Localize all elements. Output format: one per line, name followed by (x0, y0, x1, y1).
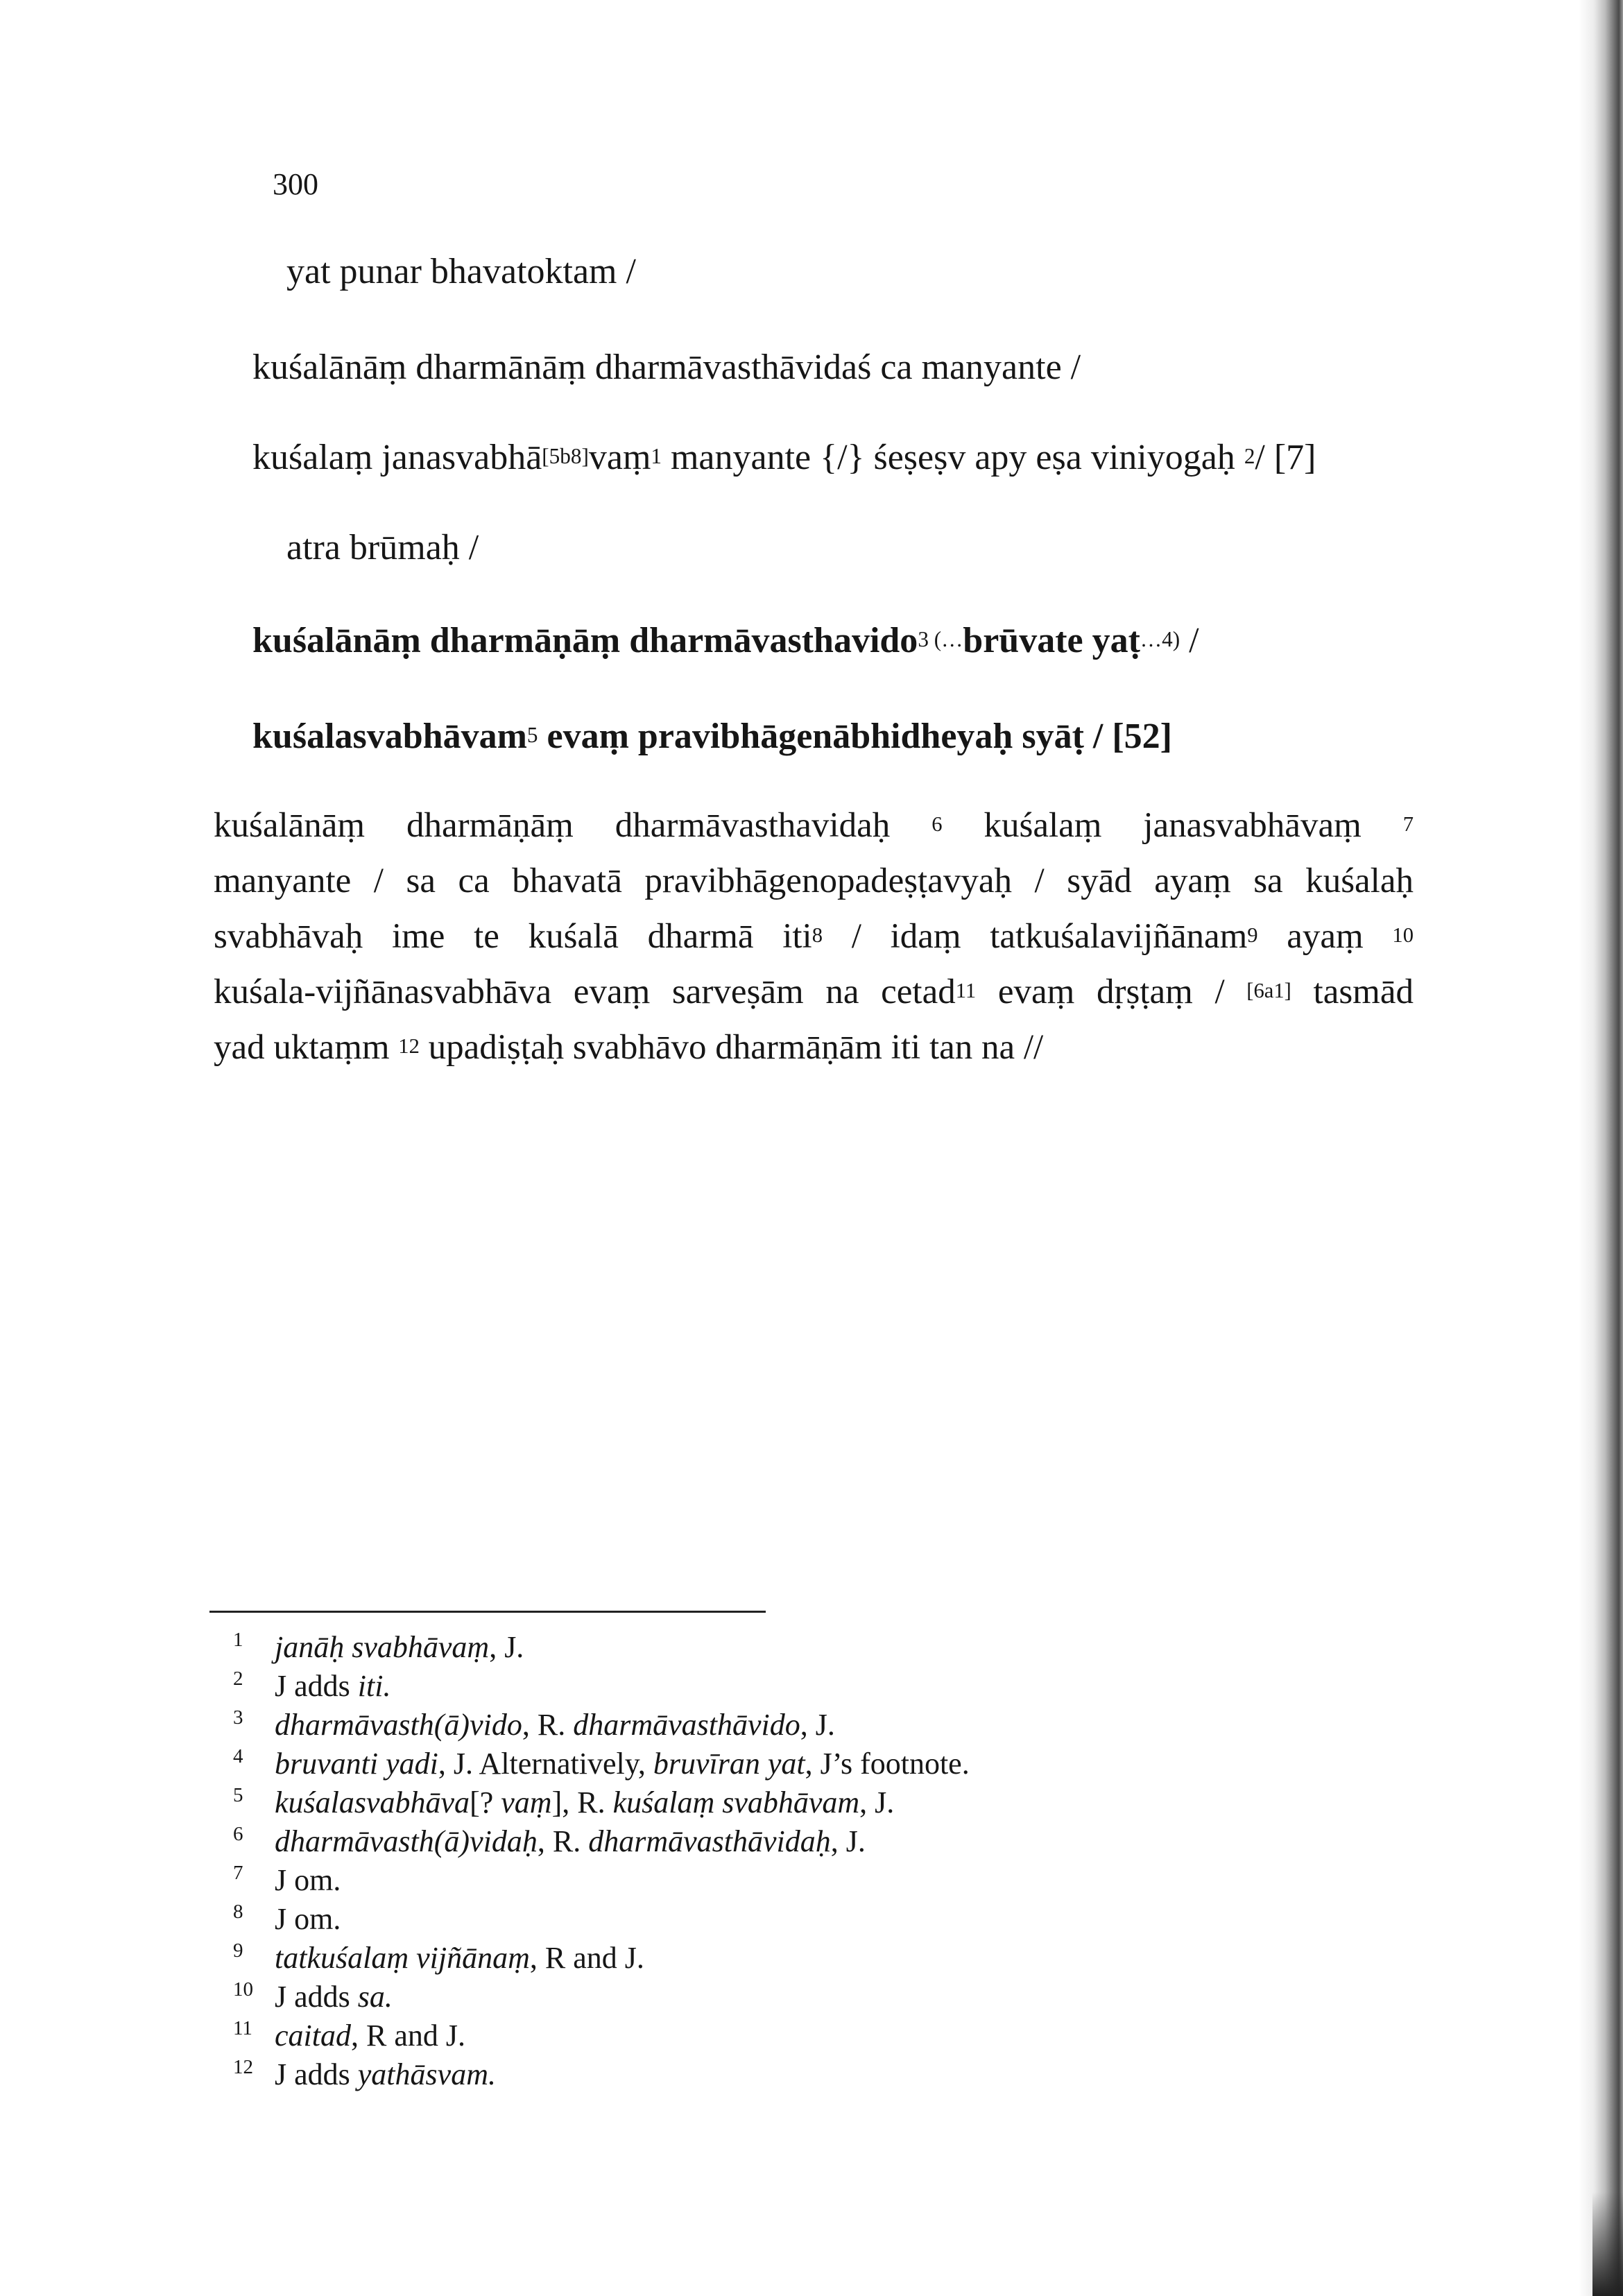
commentary-line: yad uktaṃm $^{12}$ upadiṣṭaḥ svabhāvo dharmāṇām iti tan na // (214, 1028, 1044, 1067)
footnote-ref: 2 (1244, 444, 1255, 469)
footnote: 8 J om. (233, 1901, 341, 1936)
footnote: 3 dharmāvasth(ā)vido, R. dharmāvasthāvido, J. (233, 1706, 835, 1742)
commentary-line: manyante / sa ca bhavatā pravibhāgenopadeṣṭavyaḥ / syād ayaṃ sa kuśalaḥ (214, 862, 1414, 900)
commentary-paragraph (214, 798, 1414, 1075)
page-number: 300 (273, 167, 318, 201)
page-ref: [5b8] (542, 444, 589, 469)
footnote: 6 dharmāvasth(ā)vidaḥ, R. dharmāvasthāvidaḥ, J. (233, 1823, 866, 1858)
verse-line-3: kuśalaṃ janasvabhā[5b8]vaṃ$^1$ manyante {/} śeṣeṣv apy eṣa viniyogaḥ $^2$/ [7] (252, 438, 1316, 477)
verse-line-6: kuśalasvabhāvam$^5$ evaṃ pravibhāgenābhidheyaḥ syāṭ / [52] (252, 717, 1172, 756)
footnote: 12 J adds yathāsvam. (233, 2056, 496, 2091)
verse-line-5: kuśalānāṃ dharmāṇāṃ dharmāvasthavido$^3$ (…brūvate yaṭ$^{\dots 4)}$ / (252, 621, 1199, 660)
footnote: 9 tatkuśalaṃ vijñānaṃ, R and J. (233, 1939, 644, 1975)
commentary-line: kuśala-vijñānasvabhāva evaṃ sarveṣām na cetad$^{11}$ evaṃ dṛṣṭaṃ / [6a1] tasmād (214, 973, 1414, 1011)
footnote: 4 bruvanti yadi, J. Alternatively, bruvīran yat, J’s footnote. (233, 1745, 970, 1781)
footnote-divider (209, 1611, 766, 1613)
footnote-ref: 3 (918, 627, 929, 652)
footnote: 11 caitad, R and J. (233, 2017, 465, 2053)
footnote-ref: …4) (1140, 627, 1180, 652)
footnote: 2 J adds iti. (233, 1668, 391, 1703)
footnote: 5 kuśalasvabhāva[? vaṃ], R. kuśalaṃ svabhāvam, J. (233, 1784, 895, 1819)
scan-edge-shadow (1579, 0, 1623, 2296)
footnote-ref: 5 (526, 723, 538, 748)
scan-edge-corner (1592, 2192, 1623, 2296)
verse-line-2: kuśalānāṃ dharmānāṃ dharmāvasthāvidaś ca manyante / (252, 348, 1081, 387)
verse-line-4: atra brūmaḥ / (286, 528, 479, 567)
footnote: 1 janāḥ svabhāvaṃ, J. (233, 1629, 524, 1664)
verse-line-1: yat punar bhavatoktam / (286, 252, 636, 291)
footnote: 10 J adds sa. (233, 1978, 393, 2014)
commentary-line: kuśalānāṃ dharmāṇāṃ dharmāvasthavidaḥ $^6$ kuśalaṃ janasvabhāvaṃ $^7$ (214, 806, 1414, 845)
footnote-ref: 1 (651, 444, 662, 469)
footnote: 7 J om. (233, 1862, 341, 1897)
commentary-line: svabhāvaḥ ime te kuśalā dharmā iti$^8$ / idaṃ tatkuśalavijñānam$^9$ ayaṃ $^{10}$ (214, 917, 1414, 956)
